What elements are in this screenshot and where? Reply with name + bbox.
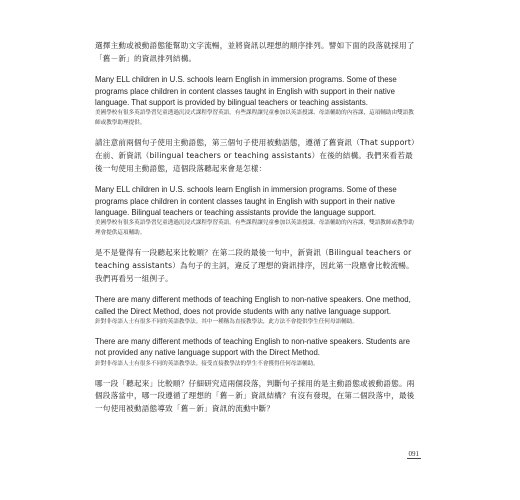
example-2-english: Many ELL children in U.S. schools learn English in immersion programs. Some of these programs place children in content classes taught in English with support in their native language. Bilingual teachers or teaching assistants provide the language support. — [95, 185, 397, 217]
example-3-english: There are many different methods of teaching English to non-native speakers. One method, called the Direct Method, does not provide students with any native language support. — [95, 295, 411, 316]
question-paragraph: 哪一段「聽起來」比較順？仔細研究這兩個段落，判斷句子採用的是主動語態或被動語態。兩個段落當中，哪一段遵循了理想的「舊－新」資訊結構？有沒有發現，在第二個段落中，最後一句使用被動語態導致「舊－新」資訊的流動中斷？ — [95, 378, 415, 413]
comparison-paragraph: 是不是覺得有一段聽起來比較順？在第二段的最後一句中，新資訊（Bilingual teachers or teaching assistants）為句子的主詞，違反了理想的資訊排序，因此第一段應會比較流暢。我們再看另一組例子。 — [95, 248, 414, 283]
example-4-translation: 針對非母語人士有很多不同的英語教學法。接受直接教學法的學生不會獲得任何母語輔助。 — [95, 360, 319, 367]
example-1-translation: 美國學校有很多英語學習兒童透過沉浸式課程學習英語。有些課程讓兒童參加以英語授課、母語輔助的內容課，這項輔助由雙語教師或教學助理提供。 — [95, 110, 414, 127]
example-2-translation: 美國學校有很多英語學習兒童透過沉浸式課程學習英語。有些課程讓兒童參加以英語授課、母語輔助的內容課，雙語教師或教學助理會提供這項輔助。 — [95, 220, 414, 237]
example-3-translation: 針對非母語人士有很多不同的英語教學法。其中一種稱為直接教學法，此方法不會提供學生任何母語輔助。 — [95, 319, 358, 325]
intro-paragraph: 選擇主動或被動語態能幫助文字流暢，並將資訊以理想的順序排列。譬如下面的段落就採用了「舊－新」的資訊排列結構。 — [95, 41, 415, 63]
example-4-english: There are many different methods of teaching English to non-native speakers. Students are not provided any native language support with the Direct Method. — [95, 337, 410, 358]
example-1-english: Many ELL children in U.S. schools learn English in immersion programs. Some of these programs place children in content classes taught in English with support in their native language. That support is provided by bilingual teachers or teaching assistants. — [95, 75, 397, 107]
explanation-paragraph: 請注意前兩個句子使用主動語態，第三個句子使用被動語態，遵循了舊資訊（That support）在前、新資訊（bilingual teachers or teaching assistants）在後的結構。我們來看若最後一句使用主動語態，這個段落聽起來會是怎樣： — [95, 138, 419, 173]
text-column — [95, 40, 419, 416]
page-number: 091 — [408, 450, 419, 458]
